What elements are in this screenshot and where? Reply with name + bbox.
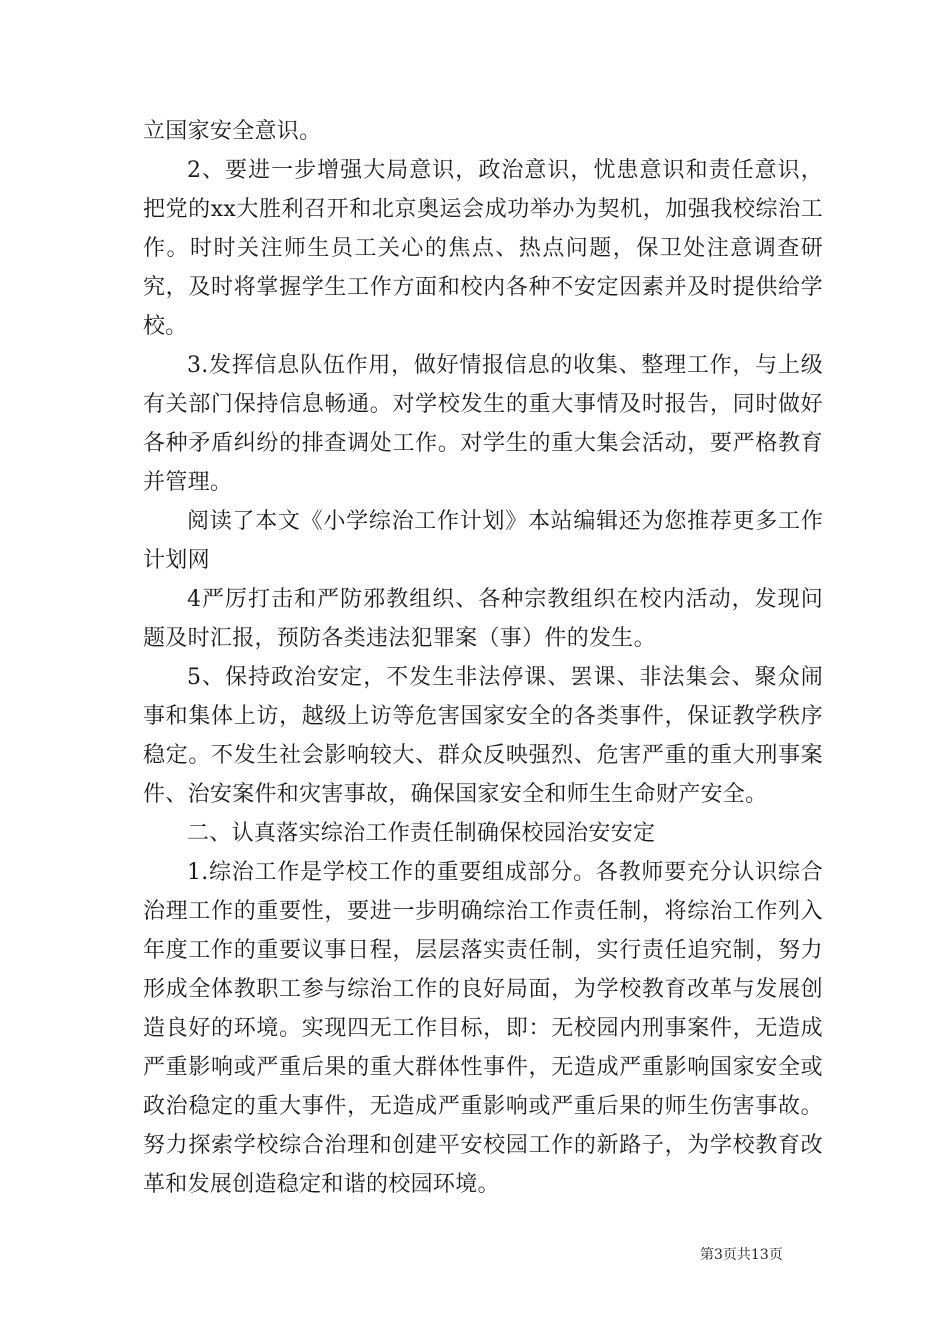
paragraph-item-2: 2、要进一步增强大局意识，政治意识，忧患意识和责任意识，把党的xx大胜利召开和北京奥运会成功举办为契机，加强我校综治工作。时时关注师生员工关心的焦点、热点问题，保卫处注意调查研究，及时将掌握学生工作方面和校内各种不安定因素并及时提供给学校。 <box>143 158 823 339</box>
document-body <box>143 112 823 1204</box>
paragraph-section2-item-1: 1.综治工作是学校工作的重要组成部分。各教师要充分认识综合治理工作的重要性，要进一步明确综治工作责任制，将综治工作列入年度工作的重要议事日程，层层落实责任制，实行责任追究制，努力形成全体教职工参与综治工作的良好局面，为学校教育改革与发展创造良好的环境。实现四无工作目标，即：无校园内刑事案件，无造成严重影响或严重后果的重大群体性事件，无造成严重影响国家安全或政治稳定的重大事件，无造成严重影响或严重后果的师生伤害事故。努力探索学校综合治理和创建平安校园工作的新路子，为学校教育改革和发展创造稳定和谐的校园环境。 <box>143 860 823 1197</box>
paragraph-recommendation: 阅读了本文《小学综治工作计划》本站编辑还为您推荐更多工作计划网 <box>143 509 823 573</box>
paragraph-continuation: 立国家安全意识。 <box>143 119 322 144</box>
paragraph-item-4: 4严厉打击和严防邪教组织、各种宗教组织在校内活动，发现问题及时汇报，预防各类违法犯罪案（事）件的发生。 <box>143 587 823 651</box>
page-number-footer: 第3页共13页 <box>700 1247 783 1263</box>
paragraph-item-3: 3.发挥信息队伍作用，做好情报信息的收集、整理工作，与上级有关部门保持信息畅通。对学校发生的重大事情及时报告，同时做好各种矛盾纠纷的排查调处工作。对学生的重大集会活动，要严格教育并管理。 <box>143 353 823 495</box>
paragraph-item-5: 5、保持政治安定，不发生非法停课、罢课、非法集会、聚众闹事和集体上访，越级上访等危害国家安全的各类事件，保证教学秩序稳定。不发生社会影响较大、群众反映强烈、危害严重的重大刑事案件、治安案件和灾害事故，确保国家安全和师生生命财产安全。 <box>143 665 823 807</box>
section-heading-2: 二、认真落实综治工作责任制确保校园治安安定 <box>187 821 656 846</box>
